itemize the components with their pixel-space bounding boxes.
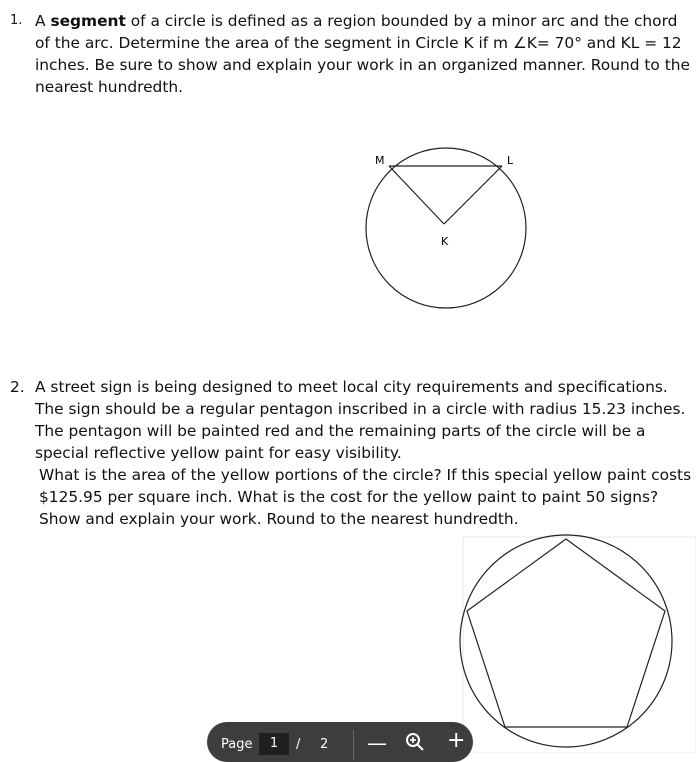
page-number-input[interactable]: 1 [259,733,289,755]
circle-k [366,148,526,308]
question-text: A segment of a circle is defined as a region bounded by a minor arc and the chord of the arc. Determine the area of the segment in Circle K if m ∠K= 70° and KL = 12 inches. Be sure to show and explain your work in an organized manner. Round to the nearest hundredth. [35,12,690,96]
sign-circle [460,535,672,747]
pentagon [467,539,665,727]
question-number: 1. [10,13,23,28]
page-separator: / [296,737,301,752]
zoom-out-button[interactable]: — [367,731,387,755]
pentagon-frame [463,537,696,753]
question-2 [10,376,694,530]
question-number: 2. [10,378,25,396]
bold-term: segment [50,12,126,30]
label-m: M [375,154,385,167]
angle-icon: ∠ [512,34,527,52]
question-text-2: What is the area of the yellow portions of the circle? If this special yellow paint costs $125.95 per square inch. What is the cost for the yellow paint to paint 50 signs? Show and explain your work. Round to the nearest hundredth. [39,466,692,528]
zoom-icon[interactable] [405,732,425,756]
radius-kl [444,166,502,224]
label-l: L [507,154,514,167]
pager-divider [353,730,354,760]
page-navigator [207,722,473,762]
question-text: A street sign is being designed to meet local city requirements and specifications. The sign should be a regular pentagon inscribed in a circle with radius 15.23 inches. The pentagon will be painted red and the remaining parts of the circle will be a special reflective yellow paint for easy visibility. [35,378,686,462]
page-total: 2 [320,737,329,752]
question-1 [10,10,694,98]
zoom-in-button[interactable]: + [447,728,466,753]
label-k: K [441,235,449,248]
radius-km [389,166,444,224]
page-label: Page [221,737,253,752]
